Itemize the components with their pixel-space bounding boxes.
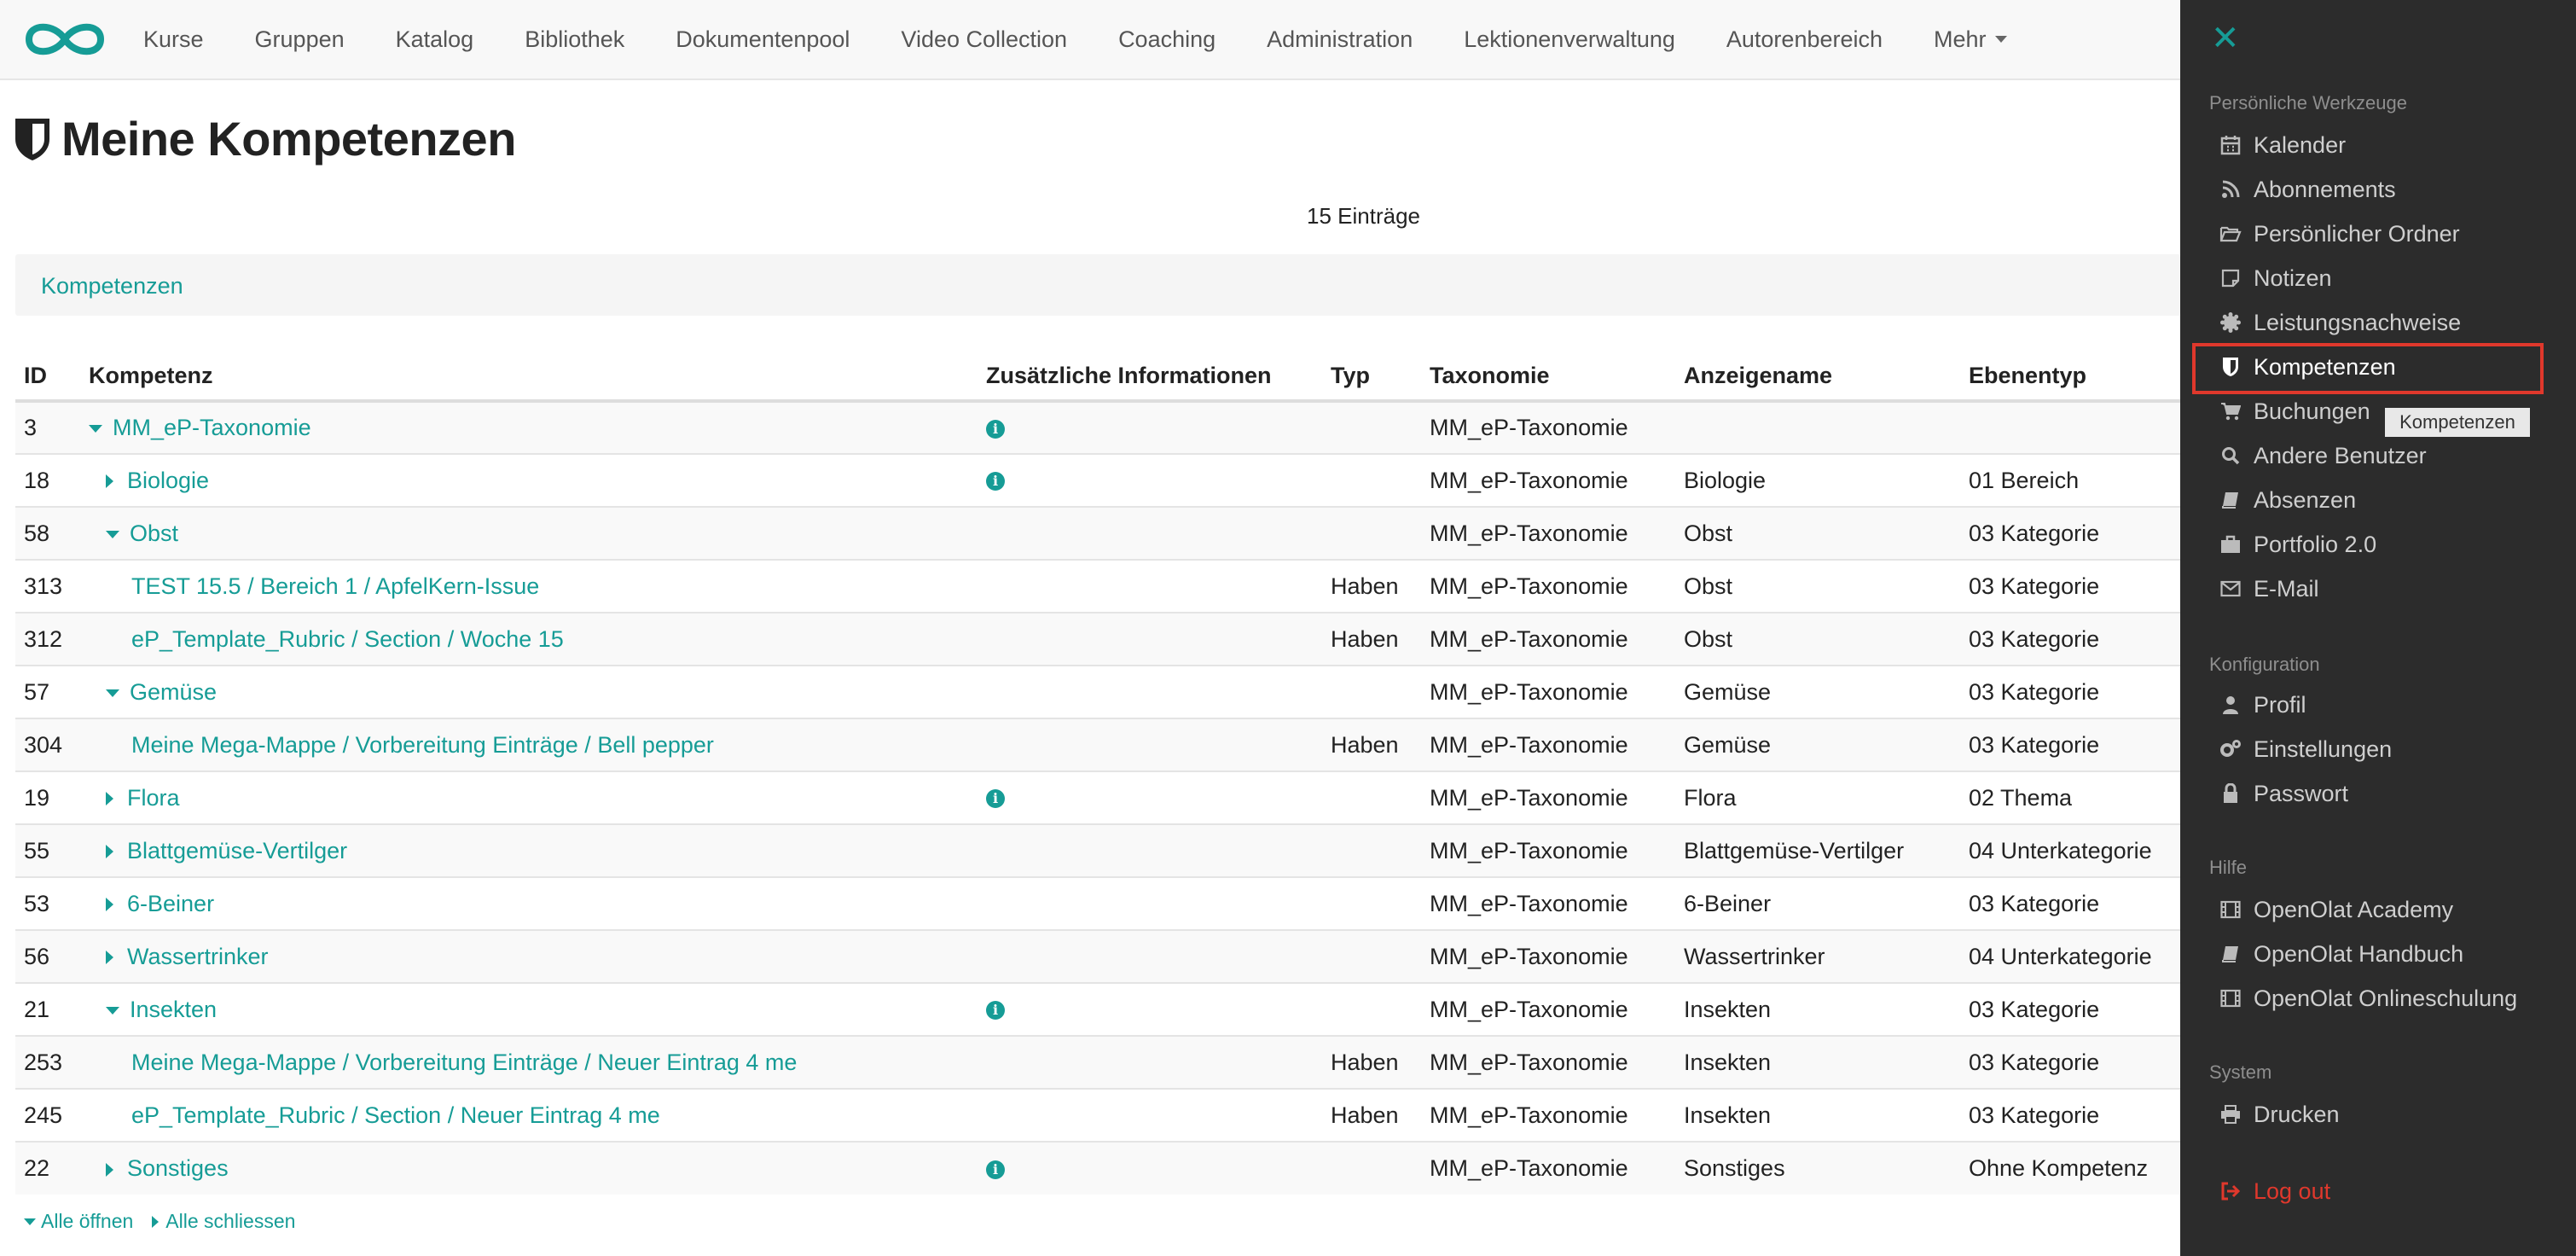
cell-kompetenz <box>80 666 978 718</box>
competence-link[interactable]: Biologie <box>127 467 210 493</box>
cell-typ <box>1322 983 1421 1036</box>
cell-id: 58 <box>15 507 80 560</box>
offcanvas-item-openolat-handbuch[interactable] <box>2219 937 2463 971</box>
cell-id: 57 <box>15 666 80 718</box>
cell-typ: Haben <box>1322 1089 1421 1142</box>
cell-ebenentyp: 01 Bereich <box>1960 454 2180 507</box>
offcanvas-item-openolat-onlineschulung[interactable] <box>2219 981 2517 1015</box>
offcanvas-item-label: Absenzen <box>2254 486 2357 513</box>
offcanvas-item-abonnements[interactable] <box>2219 172 2396 206</box>
expand-toggle-icon[interactable] <box>106 898 113 911</box>
cell-id: 21 <box>15 983 80 1036</box>
table-row <box>15 1089 2180 1142</box>
cell-typ <box>1322 454 1421 507</box>
cell-ebenentyp: Ohne Kompetenz <box>1960 1142 2180 1195</box>
expand-toggle-icon[interactable] <box>106 845 113 858</box>
cell-id: 18 <box>15 454 80 507</box>
cell-id: 313 <box>15 560 80 613</box>
section-heading: Konfiguration <box>2209 654 2320 675</box>
offcanvas-item-buchungen[interactable] <box>2219 394 2370 428</box>
cell-taxonomie: MM_eP-Taxonomie <box>1421 1036 1675 1089</box>
section-heading: Persönliche Werkzeuge <box>2209 92 2407 113</box>
briefcase-icon <box>2219 533 2242 555</box>
competence-link[interactable]: 6-Beiner <box>127 890 215 916</box>
lock-icon <box>2219 782 2242 805</box>
offcanvas-item-persönlicher-ordner[interactable] <box>2219 217 2460 251</box>
table-row <box>15 560 2180 613</box>
cell-kompetenz <box>80 1036 978 1089</box>
cell-kompetenz <box>80 507 978 560</box>
offcanvas-item-label: Einstellungen <box>2254 736 2393 762</box>
offcanvas-item-kalender[interactable] <box>2219 128 2346 162</box>
nav-item-bibliothek[interactable]: Bibliothek <box>525 26 625 52</box>
offcanvas-item-profil[interactable] <box>2219 688 2306 722</box>
rss-icon <box>2219 178 2242 201</box>
cell-kompetenz <box>80 454 978 507</box>
nav-item-mehr[interactable] <box>1934 26 2007 53</box>
certificate-icon <box>2219 311 2242 334</box>
film-icon <box>2219 898 2242 921</box>
openolat-logo[interactable] <box>20 18 109 61</box>
cell-ebenentyp: 03 Kategorie <box>1960 983 2180 1036</box>
table-row <box>15 401 2180 454</box>
expand-toggle-icon[interactable] <box>106 1163 113 1177</box>
offcanvas-item-e-mail[interactable] <box>2219 572 2319 606</box>
cell-id: 22 <box>15 1142 80 1195</box>
section-heading: System <box>2209 1061 2272 1083</box>
cell-anzeigename: Wassertrinker <box>1675 930 1960 983</box>
info-icon[interactable]: i <box>986 1160 1005 1179</box>
nav-item-autorenbereich[interactable]: Autorenbereich <box>1726 26 1883 52</box>
page-title <box>14 111 516 166</box>
breadcrumb-kompetenzen[interactable]: Kompetenzen <box>41 273 183 299</box>
cell-zusaetzliche-informationen <box>978 1036 1322 1089</box>
cell-taxonomie: MM_eP-Taxonomie <box>1421 401 1675 454</box>
cell-zusaetzliche-informationen <box>978 771 1322 824</box>
nav-item-gruppen[interactable]: Gruppen <box>254 26 345 52</box>
offcanvas-item-notizen[interactable] <box>2219 261 2332 295</box>
offcanvas-item-label: Kalender <box>2254 131 2347 158</box>
cell-zusaetzliche-informationen <box>978 560 1322 613</box>
competence-link[interactable]: Flora <box>127 784 180 811</box>
caret-down-icon <box>24 1218 36 1225</box>
competence-table <box>15 352 2180 1195</box>
offcanvas-item-label: OpenOlat Handbuch <box>2254 940 2464 967</box>
collapse-toggle-icon[interactable] <box>106 689 119 697</box>
cell-zusaetzliche-informationen <box>978 1089 1322 1142</box>
collapse-toggle-icon[interactable] <box>106 531 119 538</box>
cell-kompetenz <box>80 560 978 613</box>
cell-kompetenz <box>80 1142 978 1195</box>
cell-id: 312 <box>15 613 80 666</box>
cell-anzeigename: Gemüse <box>1675 666 1960 718</box>
cell-anzeigename: Insekten <box>1675 983 1960 1036</box>
cell-ebenentyp: 03 Kategorie <box>1960 718 2180 771</box>
book-icon <box>2219 489 2242 511</box>
cell-taxonomie: MM_eP-Taxonomie <box>1421 983 1675 1036</box>
cell-taxonomie: MM_eP-Taxonomie <box>1421 666 1675 718</box>
nav-item-katalog[interactable]: Katalog <box>395 26 474 52</box>
info-icon[interactable]: i <box>986 472 1005 491</box>
cell-taxonomie: MM_eP-Taxonomie <box>1421 454 1675 507</box>
cell-typ <box>1322 824 1421 877</box>
table-row <box>15 983 2180 1036</box>
offcanvas-item-passwort[interactable] <box>2219 776 2348 811</box>
offcanvas-item-absenzen[interactable] <box>2219 483 2356 517</box>
offcanvas-item-label: OpenOlat Academy <box>2254 896 2454 922</box>
cell-zusaetzliche-informationen <box>978 877 1322 930</box>
competence-link[interactable]: Wassertrinker <box>127 943 269 969</box>
offcanvas-item-drucken[interactable] <box>2219 1097 2340 1131</box>
logout-link[interactable] <box>2219 1174 2330 1208</box>
page-title-text: Meine Kompetenzen <box>61 112 516 166</box>
entry-count: 15 Einträge <box>1307 203 1420 229</box>
mehr-label: Mehr <box>1934 26 1987 52</box>
competence-link[interactable]: eP_Template_Rubric / Section / Neuer Eintrag 4 me <box>131 1102 660 1128</box>
breadcrumb <box>15 254 2180 316</box>
offcanvas-item-openolat-academy[interactable] <box>2219 893 2453 927</box>
offcanvas-item-einstellungen[interactable] <box>2219 732 2392 766</box>
table-row <box>15 877 2180 930</box>
cell-taxonomie: MM_eP-Taxonomie <box>1421 613 1675 666</box>
expand-toggle-icon[interactable] <box>106 474 113 488</box>
competence-link[interactable]: eP_Template_Rubric / Section / Woche 15 <box>131 625 564 652</box>
cell-typ <box>1322 507 1421 560</box>
cell-ebenentyp: 03 Kategorie <box>1960 1036 2180 1089</box>
cell-id: 56 <box>15 930 80 983</box>
cell-id: 253 <box>15 1036 80 1089</box>
film-icon <box>2219 987 2242 1009</box>
cell-taxonomie: MM_eP-Taxonomie <box>1421 824 1675 877</box>
cell-anzeigename: 6-Beiner <box>1675 877 1960 930</box>
caret-right-icon <box>152 1216 159 1228</box>
cell-taxonomie: MM_eP-Taxonomie <box>1421 1142 1675 1195</box>
table-row <box>15 718 2180 771</box>
cell-ebenentyp: 04 Unterkategorie <box>1960 930 2180 983</box>
cell-zusaetzliche-informationen <box>978 930 1322 983</box>
table-row <box>15 930 2180 983</box>
cell-kompetenz <box>80 1089 978 1142</box>
cell-anzeigename: Insekten <box>1675 1036 1960 1089</box>
cell-anzeigename: Obst <box>1675 613 1960 666</box>
user-icon <box>2219 694 2242 716</box>
cell-typ <box>1322 877 1421 930</box>
competence-link[interactable]: TEST 15.5 / Bereich 1 / ApfelKern-Issue <box>131 573 540 599</box>
cell-anzeigename: Insekten <box>1675 1089 1960 1142</box>
offcanvas-item-label: Notizen <box>2254 265 2332 291</box>
expand-toggle-icon[interactable] <box>106 792 113 805</box>
info-icon[interactable]: i <box>986 789 1005 808</box>
offcanvas-item-label: Leistungsnachweise <box>2254 309 2462 335</box>
cell-id: 53 <box>15 877 80 930</box>
tooltip-kompetenzen: Kompetenzen <box>2385 408 2530 437</box>
open-all-label: Alle öffnen <box>41 1210 134 1232</box>
offcanvas-item-label: E-Mail <box>2254 575 2319 602</box>
info-icon[interactable]: i <box>986 420 1005 439</box>
cell-ebenentyp: 03 Kategorie <box>1960 877 2180 930</box>
cell-zusaetzliche-informationen <box>978 824 1322 877</box>
open-all-link[interactable] <box>24 1210 133 1233</box>
cogs-icon <box>2219 738 2242 760</box>
cell-kompetenz <box>80 613 978 666</box>
offcanvas-item-label: Passwort <box>2254 780 2349 806</box>
cell-typ: Haben <box>1322 718 1421 771</box>
cell-taxonomie: MM_eP-Taxonomie <box>1421 1089 1675 1142</box>
cell-zusaetzliche-informationen <box>978 666 1322 718</box>
competence-link[interactable]: MM_eP-Taxonomie <box>113 415 311 440</box>
offcanvas-item-label: Buchungen <box>2254 398 2370 424</box>
nav-item-lektionenverwaltung[interactable]: Lektionenverwaltung <box>1464 26 1675 52</box>
cell-anzeigename: Sonstiges <box>1675 1142 1960 1195</box>
cell-anzeigename: Flora <box>1675 771 1960 824</box>
close-all-link[interactable] <box>152 1210 295 1233</box>
nav-item-kurse[interactable]: Kurse <box>143 26 204 52</box>
offcanvas-item-label: Kompetenzen <box>2254 353 2396 380</box>
cell-id: 19 <box>15 771 80 824</box>
logout-label: Log out <box>2254 1178 2331 1204</box>
nav-item-administration[interactable]: Administration <box>1267 26 1413 52</box>
shield-icon <box>14 117 51 161</box>
cell-kompetenz <box>80 771 978 824</box>
envelope-icon <box>2219 578 2242 600</box>
close-icon[interactable]: ✕ <box>2211 20 2240 57</box>
table-row <box>15 824 2180 877</box>
offcanvas-item-label: OpenOlat Onlineschulung <box>2254 985 2518 1011</box>
section-heading: Hilfe <box>2209 857 2248 878</box>
cell-kompetenz <box>80 718 978 771</box>
column-header-id[interactable]: ID <box>15 352 80 401</box>
sign-out-icon <box>2219 1180 2242 1202</box>
table-header-row <box>15 352 2180 401</box>
cell-ebenentyp: 03 Kategorie <box>1960 666 2180 718</box>
cell-taxonomie: MM_eP-Taxonomie <box>1421 507 1675 560</box>
cell-zusaetzliche-informationen <box>978 454 1322 507</box>
competence-link[interactable]: Obst <box>130 520 179 546</box>
cell-taxonomie: MM_eP-Taxonomie <box>1421 877 1675 930</box>
offcanvas-menu <box>2180 0 2576 1256</box>
cell-typ <box>1322 1142 1421 1195</box>
column-header-taxonomie[interactable]: Taxonomie <box>1421 352 1675 401</box>
table-row <box>15 1036 2180 1089</box>
book-icon <box>2219 943 2242 965</box>
cell-typ <box>1322 401 1421 454</box>
cell-id: 245 <box>15 1089 80 1142</box>
nav-item-coaching[interactable]: Coaching <box>1118 26 1216 52</box>
offcanvas-item-label: Drucken <box>2254 1101 2340 1127</box>
cell-ebenentyp: 04 Unterkategorie <box>1960 824 2180 877</box>
offcanvas-item-portfolio-2-0[interactable] <box>2219 527 2376 561</box>
table-row <box>15 666 2180 718</box>
folder-open-icon <box>2219 223 2242 245</box>
cell-ebenentyp: 03 Kategorie <box>1960 560 2180 613</box>
tree-controls <box>24 1210 295 1233</box>
table-row <box>15 507 2180 560</box>
search-icon <box>2219 445 2242 467</box>
cell-anzeigename: Gemüse <box>1675 718 1960 771</box>
competence-link[interactable]: Blattgemüse-Vertilger <box>127 837 348 864</box>
print-icon <box>2219 1103 2242 1125</box>
top-navigation <box>0 0 2180 80</box>
cell-typ: Haben <box>1322 613 1421 666</box>
column-header-ebenentyp[interactable]: Ebenentyp <box>1960 352 2180 401</box>
cell-taxonomie: MM_eP-Taxonomie <box>1421 771 1675 824</box>
cell-kompetenz <box>80 401 978 454</box>
cell-typ: Haben <box>1322 1036 1421 1089</box>
cell-kompetenz <box>80 930 978 983</box>
competence-link[interactable]: Meine Mega-Mappe / Vorbereitung Einträge / Bell pepper <box>131 731 714 758</box>
nav-item-video-collection[interactable]: Video Collection <box>901 26 1068 52</box>
collapse-toggle-icon[interactable] <box>106 1007 119 1015</box>
column-header-kompetenz[interactable]: Kompetenz <box>80 352 978 401</box>
cell-zusaetzliche-informationen <box>978 613 1322 666</box>
cell-taxonomie: MM_eP-Taxonomie <box>1421 930 1675 983</box>
column-header-typ[interactable]: Typ <box>1322 352 1421 401</box>
cell-id: 304 <box>15 718 80 771</box>
cell-typ <box>1322 771 1421 824</box>
cell-anzeigename: Blattgemüse-Vertilger <box>1675 824 1960 877</box>
table-row <box>15 613 2180 666</box>
competence-link[interactable]: Insekten <box>130 996 218 1022</box>
cell-anzeigename <box>1675 401 1960 454</box>
cell-taxonomie: MM_eP-Taxonomie <box>1421 718 1675 771</box>
offcanvas-item-kompetenzen[interactable] <box>2219 350 2396 384</box>
table-row <box>15 771 2180 824</box>
cell-zusaetzliche-informationen <box>978 1142 1322 1195</box>
cell-kompetenz <box>80 824 978 877</box>
cell-typ <box>1322 666 1421 718</box>
nav-item-dokumentenpool[interactable]: Dokumentenpool <box>676 26 850 52</box>
offcanvas-item-label: Abonnements <box>2254 176 2396 202</box>
column-header-anzeigename[interactable]: Anzeigename <box>1675 352 1960 401</box>
table-row <box>15 1142 2180 1195</box>
collapse-toggle-icon[interactable] <box>89 425 102 433</box>
cell-ebenentyp: 03 Kategorie <box>1960 1089 2180 1142</box>
calendar-icon <box>2219 134 2242 156</box>
cell-ebenentyp <box>1960 401 2180 454</box>
column-header-zusaetzliche-informationen[interactable]: Zusätzliche Informationen <box>978 352 1322 401</box>
caret-down-icon <box>1995 36 2007 43</box>
offcanvas-item-label: Andere Benutzer <box>2254 442 2427 468</box>
expand-toggle-icon[interactable] <box>106 951 113 964</box>
cell-kompetenz <box>80 877 978 930</box>
offcanvas-item-andere-benutzer[interactable] <box>2219 439 2427 473</box>
cell-id: 55 <box>15 824 80 877</box>
offcanvas-item-leistungsnachweise[interactable] <box>2219 305 2461 340</box>
offcanvas-item-label: Portfolio 2.0 <box>2254 531 2377 557</box>
cell-anzeigename: Obst <box>1675 560 1960 613</box>
cell-zusaetzliche-informationen <box>978 507 1322 560</box>
cell-zusaetzliche-informationen <box>978 718 1322 771</box>
cart-icon <box>2219 400 2242 422</box>
cell-id: 3 <box>15 401 80 454</box>
competence-link[interactable]: Meine Mega-Mappe / Vorbereitung Einträge / Neuer Eintrag 4 me <box>131 1049 798 1075</box>
cell-typ: Haben <box>1322 560 1421 613</box>
info-icon[interactable]: i <box>986 1001 1005 1020</box>
table-row <box>15 454 2180 507</box>
cell-typ <box>1322 930 1421 983</box>
competence-link[interactable]: Sonstiges <box>127 1155 229 1181</box>
cell-taxonomie: MM_eP-Taxonomie <box>1421 560 1675 613</box>
note-icon <box>2219 267 2242 289</box>
close-all-label: Alle schliessen <box>165 1210 296 1232</box>
shield-icon <box>2219 356 2242 378</box>
offcanvas-item-label: Persönlicher Ordner <box>2254 220 2460 247</box>
cell-ebenentyp: 02 Thema <box>1960 771 2180 824</box>
cell-ebenentyp: 03 Kategorie <box>1960 507 2180 560</box>
cell-zusaetzliche-informationen <box>978 401 1322 454</box>
offcanvas-item-label: Profil <box>2254 691 2306 718</box>
cell-anzeigename: Biologie <box>1675 454 1960 507</box>
cell-anzeigename: Obst <box>1675 507 1960 560</box>
competence-link[interactable]: Gemüse <box>130 678 218 705</box>
cell-kompetenz <box>80 983 978 1036</box>
cell-zusaetzliche-informationen <box>978 983 1322 1036</box>
cell-ebenentyp: 03 Kategorie <box>1960 613 2180 666</box>
